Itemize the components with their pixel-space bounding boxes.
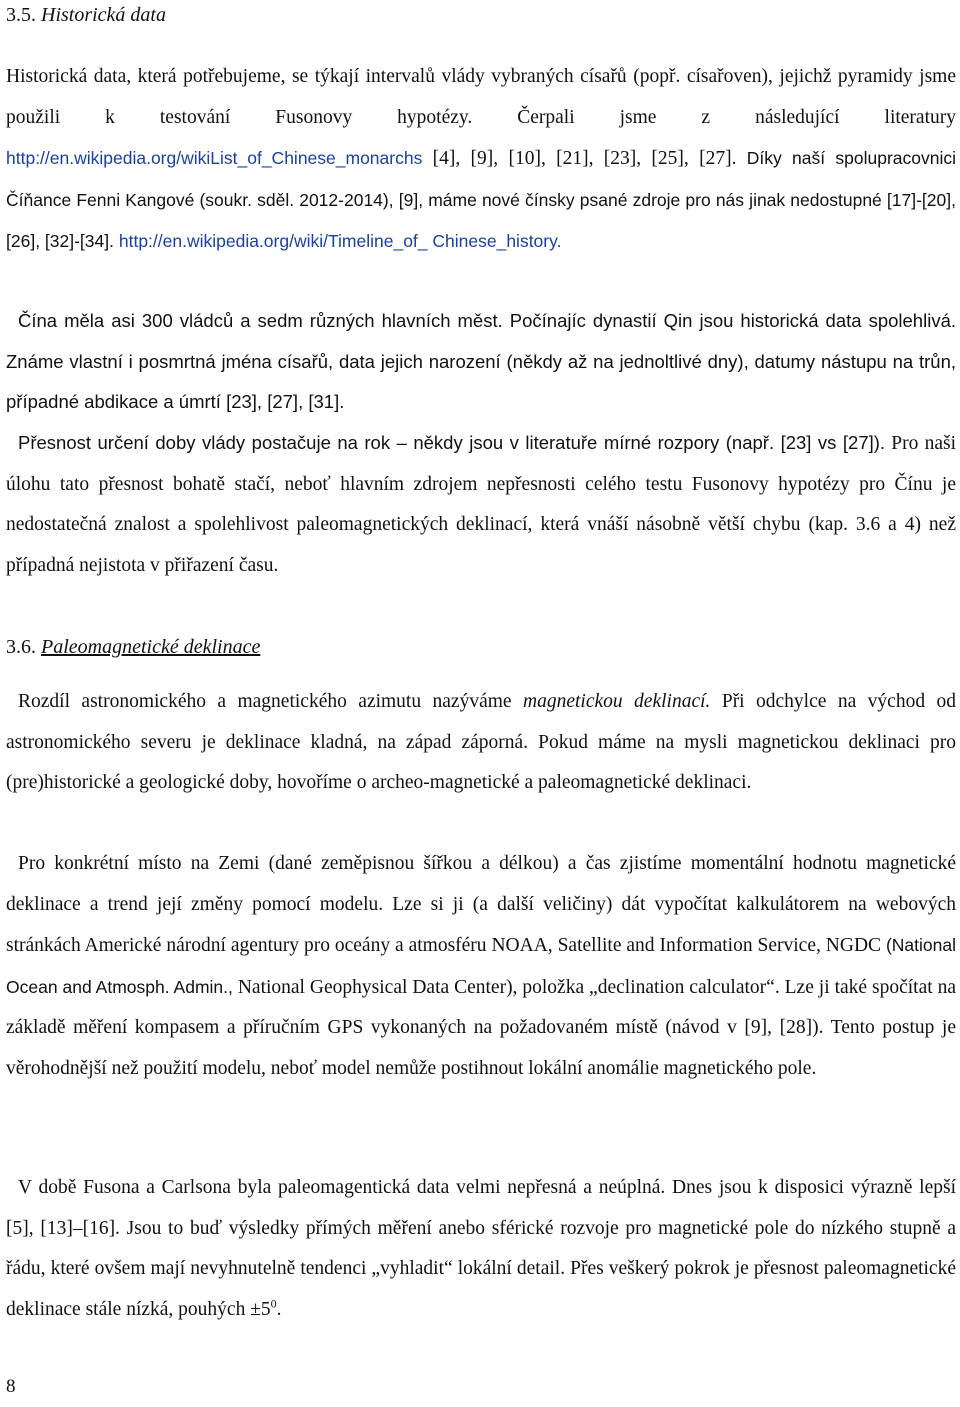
paragraph-text-sans: Díky naší spolupracovnici Číňance Fenni Kangové (soukr. sděl. 2012-2014), [9], máme nové čínsky psané zdroje pro nás jinak nedostupné [17]-[20], [26], [32]-[34]. bbox=[6, 148, 957, 252]
section-number: 3.5. bbox=[6, 4, 36, 26]
paragraph-model-calculation bbox=[6, 844, 956, 1090]
paragraph-text: Historická data, která potřebujeme, se týkají intervalů vlády vybraných císařů (popř. císařoven), jejichž pyramidy jsme použili k testování Fusonovy hypotézy. Čerpali jsme z následující literatury bbox=[6, 66, 956, 128]
citation-list: [4], [9], [10], [21], [23], [25], [27]. bbox=[432, 148, 737, 170]
page-number: 8 bbox=[6, 1376, 16, 1397]
section-title: Paleomagnetické deklinace bbox=[41, 636, 261, 658]
section-heading-3-6 bbox=[6, 634, 260, 660]
wikipedia-link-timeline[interactable]: http://en.wikipedia.org/wiki/Timeline_of_ Chinese_history. bbox=[118, 231, 562, 252]
paragraph-text-sans: Přesnost určení doby vlády postačuje na rok – někdy jsou v literatuře mírné rozpory (např. [23] vs [27]). bbox=[18, 432, 886, 453]
agency-name: National Geophysical Data Center), bbox=[237, 976, 518, 998]
emphasized-term: magnetickou deklinací. bbox=[523, 691, 711, 712]
paragraph-text-sans: Známe vlastní i posmrtná jména císařů, data jejich narození (někdy až na jednoltlivé dny), datumy nástupu na trůn, případné abdikace a úmrtí [23], [27], [31]. bbox=[6, 350, 956, 413]
paragraph-china-rulers bbox=[6, 301, 956, 423]
paragraph-text: Pro konkrétní místo na Zemi (dané zeměpisnou šířkou a délkou) a čas zjistíme momentální hodnotu magnetické deklinace a trend její změny pomocí modelu. Lze si ji (a další veličiny) dát vypočítat kalkulátorem na webových stránkách Americké národní agentury pro oceány a atmosféru NOAA, Satellite and Information Service, NGDC bbox=[6, 853, 956, 957]
section-number: 3.6. bbox=[6, 636, 36, 658]
section-title: Historická data bbox=[41, 4, 166, 26]
agency-name-sans: (National Ocean and Atmosph. Admin., bbox=[6, 935, 957, 997]
paragraph-text-sans: Čína měla asi 300 vládců a sedm různých hlavních měst. Počínajíc dynastií Qin jsou historická data spolehlivá. bbox=[18, 310, 956, 331]
paragraph-text: V době Fusona a Carlsona byla paleomagentická data velmi nepřesná a neúplná. Dnes jsou k disposici výrazně lepší [5], [13]–[16]. Jsou to buď výsledky přímých měření anebo sférické rozvoje pro magnetické pole do nízkého stupně a řádu, které ovšem mají nevyhnutelně tendenci „vyhladit“ lokální detail. Přes veškerý pokrok je přesnost paleomagnetické deklinace stále nízká, pouhých ±5 bbox=[6, 1177, 956, 1320]
paragraph-text: Při odchylce na východ od astronomického severu je deklinace kladná, na západ záporná. Pokud máme na mysli magnetickou deklinaci pro (pre)historické a geologické doby, hovoříme o archeo-magnetické a paleomagnetické deklinaci. bbox=[6, 691, 957, 794]
paragraph-text: Pro naši úlohu tato přesnost bohatě stačí, neboť hlavním zdrojem nepřesnosti celého testu Fusonovy hypotézy pro Čínu je nedostatečná znalost a spolehlivost paleomagnetických deklinací, která vnáší násobně větší chybu (kap. 3.6 a 4) než případná nejistota v přiřazení času. bbox=[6, 433, 956, 576]
paragraph-fuson-carlson bbox=[6, 1168, 956, 1330]
paragraph-declination-definition bbox=[6, 682, 956, 804]
paragraph-text: položka „declination calculator“. Lze ji také spočítat na základě měření kompasem a příručním GPS vykonaných na požadovaném místě (návod v [9], [28]). Tento postup je věrohodnější než použití modelu, neboť model nemůže postihnout lokální anomálie magnetického pole. bbox=[6, 976, 957, 1079]
wikipedia-link-chinese-monarchs[interactable]: http://en.wikipedia.org/wikiList_of_Chinese_monarchs bbox=[6, 148, 423, 169]
degree-superscript: 0 bbox=[270, 1296, 277, 1311]
paragraph-text: Rozdíl astronomického a magnetického azimutu nazýváme bbox=[18, 691, 512, 712]
paragraph-end: . bbox=[276, 1298, 282, 1320]
paragraph-accuracy bbox=[6, 423, 956, 586]
section-heading-3-5 bbox=[6, 2, 166, 28]
paragraph-historical-data bbox=[6, 57, 956, 263]
